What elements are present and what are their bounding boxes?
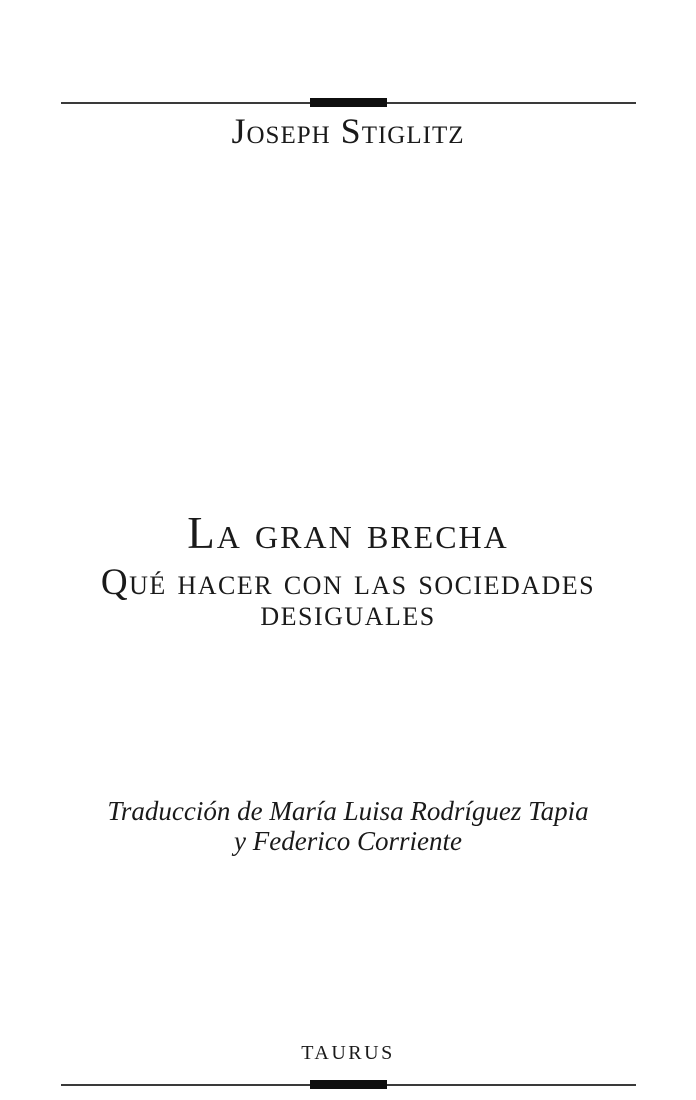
translator-credit-line-1: Traducción de María Luisa Rodríguez Tapia <box>107 796 589 826</box>
author-name: Joseph Stiglitz <box>231 111 465 151</box>
publisher-imprint: TAURUS <box>301 1042 395 1064</box>
top-rule-center-bar <box>310 98 387 107</box>
book-subtitle-line-2: desiguales <box>260 593 436 634</box>
book-title: La gran brecha <box>187 508 509 558</box>
translator-credit-line-2: y Federico Corriente <box>234 826 462 856</box>
book-subtitle-line-1: Qué hacer con las sociedades <box>100 562 596 603</box>
bottom-rule-center-bar <box>310 1080 387 1089</box>
